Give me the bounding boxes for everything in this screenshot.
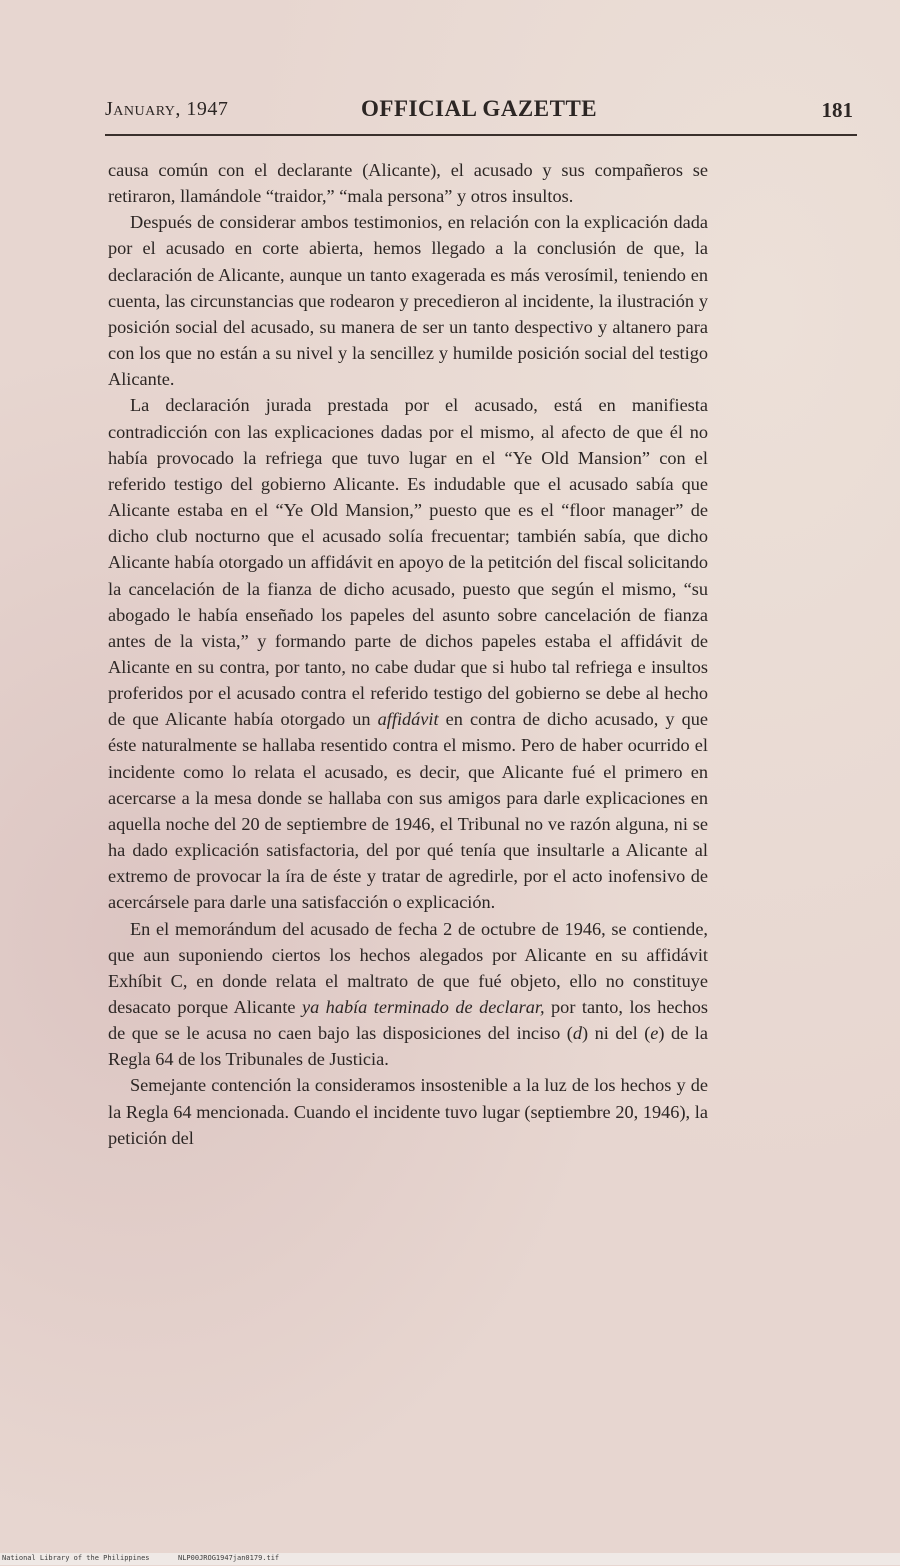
paragraph-text: causa común con el declarante (Alicante), el acusado y sus compañeros se retiraron, llamándole “traidor,” “mala persona” y otros insultos. [108,160,708,207]
paragraph-text: La declaración jurada prestada por el acusado, está en manifiesta contradicción con las explicaciones dadas por el mismo, al afecto de que él no había provocado la refriega que tuvo lugar en el “Ye Old Mansion” con el referido testigo del gobierno Alicante. Es indudable que el acusado sabía que Alicante estaba en el “Ye Old Mansion,” puesto que es el “floor manager” de dicho club nocturno que el acusado solía frecuentar; también sabía, que dicho Alicante había otorgado un affidávit en apoyo de la petitción del fiscal solicitando la cancelación de la fianza de dicho acusado, puesto que según el mismo, “su abogado le había enseñado los papeles del asunto sobre cancelación de fianza antes de la vista,” y formando parte de dichos papeles estaba el affidávit de Alicante en su contra, por tanto, no cabe dudar que si hubo tal refriega e insultos proferidos por el acusado contra el referido testigo del gobierno se debe al hecho de que Alicante había otorgado un [108,395,708,730]
page-header [105,96,857,128]
paragraph-text: ) ni del ( [582,1023,651,1044]
paragraph [108,392,708,915]
header-rule [105,134,857,136]
paragraph-text: en contra de dicho acusado, y que éste naturalmente se hallaba resentido contra el mismo. Pero de haber ocurrido el incidente como lo relata el acusado, es decir, que Alicante fué el primero en acercarse a la mesa donde se hallaba con sus amigos para darle explicaciones en aquella noche del 20 de septiembre de 1946, el Tribunal no ve razón alguna, ni se ha dado explicación satisfactoria, del por qué tenía que insultarle a Alicante al extremo de provocar la íra de éste y tratar de agredirle, por el acto inofensivo de acercársele para darle una satisfacción o explicación. [108,709,708,913]
header-title: OFFICIAL GAZETTE [361,96,598,121]
footer-library: National Library of the Philippines [2,1554,150,1562]
paragraph-text: Después de considerar ambos testimonios, en relación con la explicación dada por el acusado en corte abierta, hemos llegado a la conclusión de que, la declaración de Alicante, aunque un tanto exagerada es más verosímil, teniendo en cuenta, las circunstancias que rodearon y precedieron al incidente, la ilustración y posición social del acusado, su manera de ser un tanto despectivo y altanero para con los que no están a su nivel y la sencillez y humilde posición social del testigo Alicante. [108,212,708,390]
footer-filename: NLP00JROG1947jan0179.tif [178,1554,280,1562]
body-text [108,157,708,1151]
paragraph [108,1072,708,1150]
paragraph [108,157,708,209]
italic-text: affidávit [377,709,439,730]
paragraph [108,916,708,1073]
scan-footer [0,1553,900,1565]
header-date: January, 1947 [105,98,229,120]
paragraph [108,209,708,392]
paragraph-text: ) de la Regla 64 de los Tribunales de Justicia. [108,1023,708,1070]
paragraph-text: por tanto, los hechos de que se le acusa no caen bajo las disposiciones del inciso ( [108,997,708,1044]
paragraph-text: Semejante contención la consideramos insostenible a la luz de los hechos y de la Regla 64 mencionada. Cuando el incidente tuvo lugar (septiembre 20, 1946), la petición del [108,1075,708,1148]
page-number: 181 [821,98,853,122]
paragraph-text: En el memorándum del acusado de fecha 2 de octubre de 1946, se contiende, que aun suponiendo ciertos los hechos alegados por Alicante en su affidávit Exhíbit C, en donde relata el maltrato de que fué objeto, ello no constituye desacato porque Alicante [108,918,708,1017]
italic-text: e [650,1023,659,1044]
italic-text: ya había terminado de declarar, [301,997,545,1017]
italic-text: d [572,1023,583,1044]
